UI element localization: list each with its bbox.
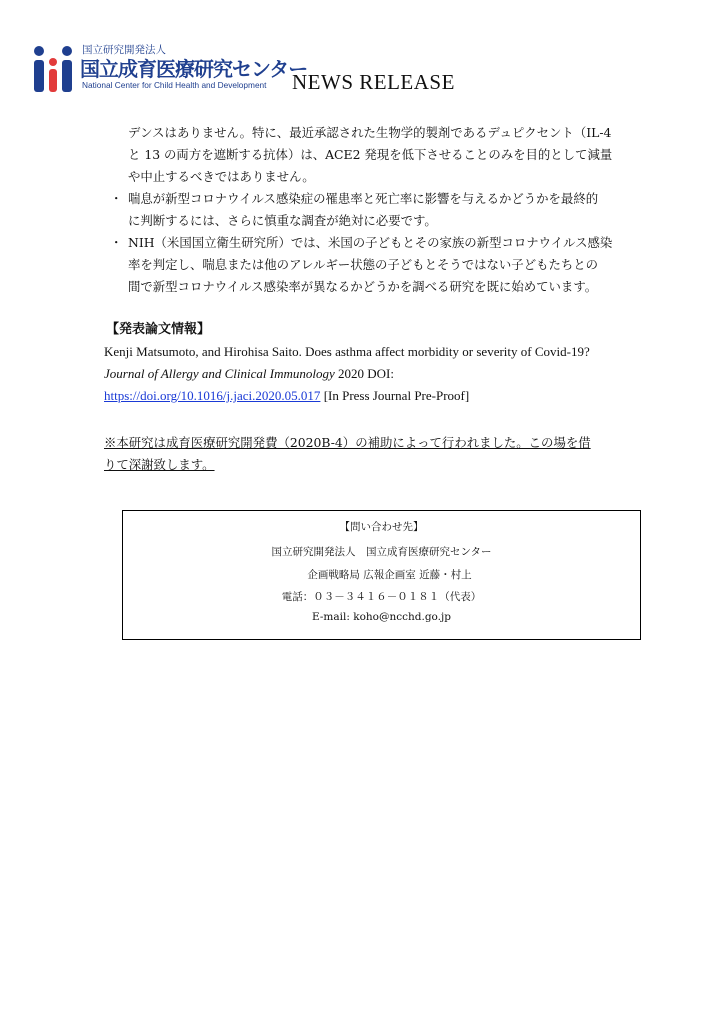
org-type-label: 国立研究開発法人 — [82, 44, 166, 56]
text-line: ※本研究は成育医療研究開発費（2020B-4）の補助によって行われました。この場を借 — [104, 435, 591, 450]
bullet-mark: ・ — [110, 235, 123, 250]
bullet-mark: ・ — [110, 191, 123, 206]
contact-title: 【問い合わせ先】 — [339, 521, 424, 533]
citation-authors-title: Kenji Matsumoto, and Hirohisa Saito. Does asthma affect morbidity or severity of Covid-19? — [104, 344, 590, 359]
text-line: に判断するには、さらに慎重な調査が絶対に必要です。 — [128, 213, 437, 228]
org-name: 国立成育医療研究センター — [80, 57, 308, 81]
text-line: と 13 の両方を遮断する抗体）は、ACE2 発現を低下させることのみを目的として減量 — [128, 147, 613, 162]
doi-link[interactable]: https://doi.org/10.1016/j.jaci.2020.05.017 — [104, 388, 321, 403]
text-line: 間で新型コロナウイルス感染率が異なるかどうかを調べる研究を既に始めています。 — [128, 279, 598, 294]
citation-doi-line — [104, 388, 469, 404]
publication-heading: 【発表論文情報】 — [106, 322, 211, 337]
journal-name: Journal of Allergy and Clinical Immunology — [104, 366, 335, 381]
citation-journal-line — [104, 366, 394, 382]
contact-email: E-mail: koho@ncchd.go.jp — [311, 611, 451, 623]
contact-organization: 国立研究開発法人 国立成育医療研究センター — [271, 546, 492, 558]
text-line: 喘息が新型コロナウイルス感染症の罹患率と死亡率に影響を与えるかどうかを最終的 — [128, 191, 599, 206]
contact-phone: 電話：０３－３４１６－０１８１（代表） — [281, 591, 482, 603]
publication-status: [In Press Journal Pre-Proof] — [320, 388, 470, 403]
text-line: NIH（米国国立衛生研究所）では、米国の子どもとその家族の新型コロナウイルス感染 — [128, 235, 613, 250]
text-line: デンスはありません。特に、最近承認された生物学的製剤であるデュピクセント（IL-4 — [128, 125, 612, 140]
bullet-item — [128, 188, 624, 232]
news-release-title: NEWS RELEASE — [292, 70, 455, 94]
text-line: りて深謝致します。 — [104, 457, 215, 472]
bullet-item — [128, 232, 624, 298]
funding-acknowledgement — [104, 432, 624, 476]
organization-logo — [30, 42, 308, 94]
contact-department: 企画戦略局 広報企画室 近藤・村上 — [307, 569, 472, 581]
text-line: 率を判定し、喘息または他のアレルギー状態の子どもとそうではない子どもたちとの — [128, 257, 599, 272]
continuation-paragraph — [128, 122, 624, 188]
org-english-name: National Center for Child Health and Development — [82, 80, 267, 90]
child-family-logo-icon — [30, 42, 76, 94]
year-doi-label: 2020 DOI: — [334, 366, 394, 381]
contact-box — [122, 510, 641, 640]
text-line: や中止するべきではありません。 — [128, 169, 315, 184]
